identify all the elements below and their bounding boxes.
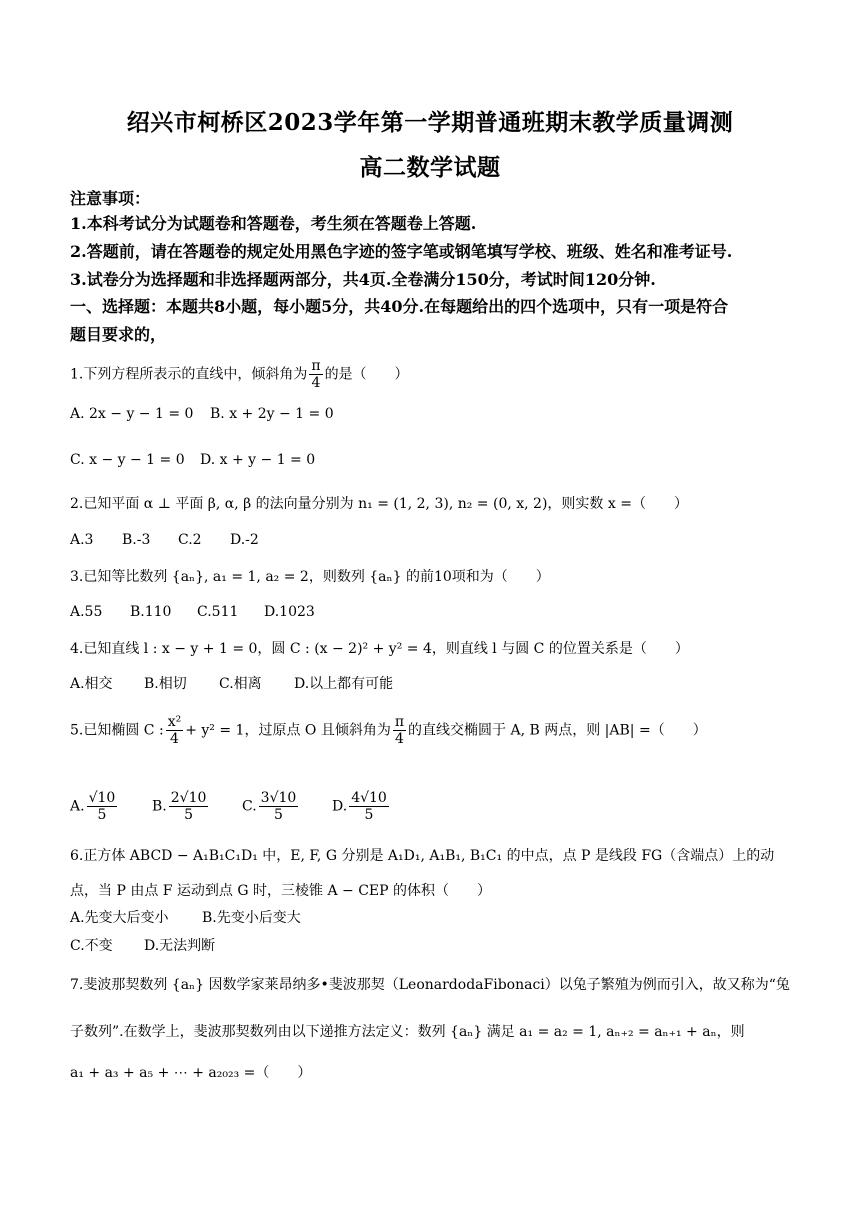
fraction-numerator: x² xyxy=(167,714,182,730)
question-3-stem: 3.已知等比数列 {aₙ}, a₁ = 1, a₂ = 2，则数列 {aₙ} 的前10项和为（ ） xyxy=(70,569,550,585)
question-3-option-c: C.511 xyxy=(197,604,239,620)
fraction-denominator: 4 xyxy=(169,731,179,747)
question-5-text-post: 的直线交椭圆于 A, B 两点，则 |AB| =（ ） xyxy=(408,722,707,739)
notice-item-2: 2.答题前，请在答题卷的规定处用黑色字迹的签字笔或钢笔填写学校、班级、姓名和准考证号. xyxy=(70,242,733,261)
notice-item-3: 3.试卷分为选择题和非选择题两部分，共4页.全卷满分150分，考试时间120分钟. xyxy=(70,270,656,289)
question-1-option-c: C. x − y − 1 = 0 xyxy=(70,452,185,468)
question-1-text-pre: 1.下列方程所表示的直线中，倾斜角为 xyxy=(70,366,308,383)
question-2-option-a: A.3 xyxy=(70,532,94,548)
question-4-option-a: A.相交 xyxy=(70,676,113,692)
option-letter: A. xyxy=(70,798,85,815)
fraction-numerator: π xyxy=(394,714,405,730)
fraction-denominator: 4 xyxy=(394,731,404,747)
question-3-option-a: A.55 xyxy=(70,604,103,620)
question-6-option-a: A.先变大后变小 xyxy=(70,910,169,926)
question-5-option-d xyxy=(332,790,391,823)
question-5-text-mid: + y² = 1，过原点 O 且倾斜角为 xyxy=(185,722,391,739)
question-1-fraction xyxy=(309,358,322,391)
question-2-option-d: D.-2 xyxy=(230,532,259,548)
notice-item-1: 1.本科考试分为试题卷和答题卷，考生须在答题卷上答题. xyxy=(70,214,477,233)
option-fraction xyxy=(169,790,209,823)
question-1-option-b: B. x + 2y − 1 = 0 xyxy=(210,406,334,422)
question-5-text-pre: 5.已知椭圆 C : xyxy=(70,722,164,739)
option-fraction xyxy=(259,790,299,823)
question-6-option-b: B.先变小后变大 xyxy=(202,910,301,926)
fraction-denominator: 5 xyxy=(274,807,283,823)
notice-heading: 注意事项： xyxy=(70,189,151,208)
question-2-option-c: C.2 xyxy=(178,532,202,548)
question-4-option-c: C.相离 xyxy=(219,676,262,692)
exam-subtitle: 高二数学试题 xyxy=(359,154,501,181)
fraction-numerator: 3√10 xyxy=(260,790,297,806)
question-6-stem-line2: 点，当 P 由点 F 运动到点 G 时，三棱锥 A − CEP 的体积（ ） xyxy=(70,883,492,899)
question-5-option-a xyxy=(70,790,119,823)
option-letter: B. xyxy=(152,798,167,815)
question-4-stem: 4.已知直线 l : x − y + 1 = 0，圆 C : (x − 2)² + y² = 4，则直线 l 与圆 C 的位置关系是（ ） xyxy=(70,641,689,657)
option-fraction xyxy=(349,790,389,823)
question-2-option-b: B.-3 xyxy=(122,532,151,548)
question-3-option-b: B.110 xyxy=(130,604,172,620)
question-6-option-d: D.无法判断 xyxy=(144,938,216,954)
question-7-stem-line3: a₁ + a₃ + a₅ + ⋯ + a₂₀₂₃ =（ ） xyxy=(70,1065,312,1081)
question-5-option-c xyxy=(242,790,300,823)
question-4-option-b: B.相切 xyxy=(144,676,187,692)
question-6-stem-line1: 6.正方体 ABCD − A₁B₁C₁D₁ 中，E, F, G 分别是 A₁D₁, A₁B₁, B₁C₁ 的中点，点 P 是线段 FG（含端点）上的动 xyxy=(70,848,775,864)
question-5-option-b xyxy=(152,790,210,823)
question-7-stem-line1: 7.斐波那契数列 {aₙ} 因数学家莱昂纳多•斐波那契（LeonardodaFibonaci）以兔子繁殖为例而引入，故又称为“兔 xyxy=(70,977,790,993)
fraction-numerator: 2√10 xyxy=(170,790,207,806)
fraction-numerator: π xyxy=(311,358,321,374)
fraction-numerator: √10 xyxy=(88,790,116,806)
section-heading-line2: 题目要求的， xyxy=(70,325,167,344)
option-letter: C. xyxy=(242,798,257,815)
question-2-stem: 2.已知平面 α ⊥ 平面 β, α, β 的法向量分别为 n₁ = (1, 2, 3), n₂ = (0, x, 2)，则实数 x =（ ） xyxy=(70,496,688,512)
question-4-option-d: D.以上都有可能 xyxy=(294,676,394,692)
fraction-denominator: 4 xyxy=(311,375,321,391)
question-5-fraction-2 xyxy=(393,714,406,747)
question-1-text-post: 的是（ ） xyxy=(324,366,409,383)
question-6-option-c: C.不变 xyxy=(70,938,113,954)
option-fraction xyxy=(87,790,118,823)
question-1-option-a: A. 2x − y − 1 = 0 xyxy=(70,406,194,422)
fraction-denominator: 5 xyxy=(184,807,194,823)
fraction-denominator: 5 xyxy=(97,807,107,823)
question-1-stem xyxy=(70,358,800,391)
question-5-stem xyxy=(70,714,800,747)
question-3-option-d: D.1023 xyxy=(264,604,315,620)
fraction-numerator: 4√10 xyxy=(351,790,387,806)
question-1-option-d: D. x + y − 1 = 0 xyxy=(200,452,316,468)
exam-title: 绍兴市柯桥区2023学年第一学期普通班期末教学质量调测 xyxy=(126,109,734,136)
question-5-fraction-1 xyxy=(166,714,184,747)
question-7-stem-line2: 子数列”.在数学上，斐波那契数列由以下递推方法定义：数列 {aₙ} 满足 a₁ = a₂ = 1, aₙ₊₂ = aₙ₊₁ + aₙ，则 xyxy=(70,1024,745,1040)
section-heading-line1: 一、选择题：本题共8小题，每小题5分，共40分.在每题给出的四个选项中，只有一项是符合 xyxy=(70,297,729,316)
option-letter: D. xyxy=(332,798,348,815)
fraction-denominator: 5 xyxy=(364,807,374,823)
